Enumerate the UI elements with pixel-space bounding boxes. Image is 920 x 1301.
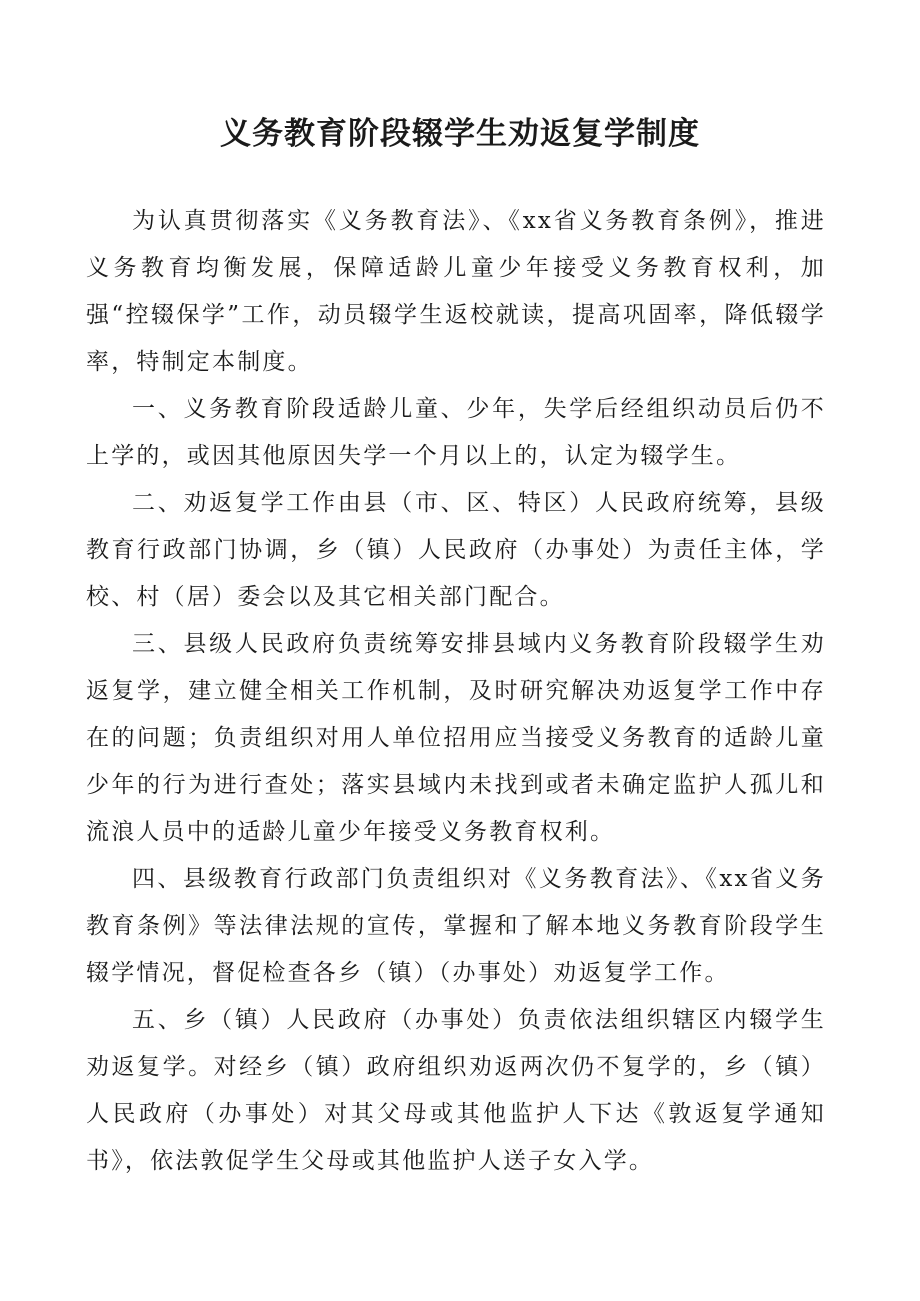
paragraph-article-5: 五、乡（镇）人民政府（办事处）负责依法组织辖区内辍学生劝返复学。对经乡（镇）政府组织劝返两次仍不复学的，乡（镇）人民政府（办事处）对其父母或其他监护人下达《敦返复学通知书》，依法敦促学生父母或其他监护人送子女入学。 [86,1007,826,1174]
paragraph-preamble: 为认真贯彻落实《义务教育法》、《xx省义务教育条例》，推进义务教育均衡发展，保障适龄儿童少年接受义务教育权利，加强“控辍保学”工作，动员辍学生返校就读，提高巩固率，降低辍学率，特制定本制度。 [86,208,826,375]
paragraph-article-2: 二、劝返复学工作由县（市、区、特区）人民政府统筹，县级教育行政部门协调，乡（镇）人民政府（办事处）为责任主体，学校、村（居）委会以及其它相关部门配合。 [86,490,826,610]
paragraph-article-1: 一、义务教育阶段适龄儿童、少年，失学后经组织动员后仍不上学的，或因其他原因失学一个月以上的，认定为辍学生。 [86,396,826,469]
document-title: 义务教育阶段辍学生劝返复学制度 [220,116,700,152]
paragraph-article-4: 四、县级教育行政部门负责组织对《义务教育法》、《xx省义务教育条例》等法律法规的宣传，掌握和了解本地义务教育阶段学生辍学情况，督促检查各乡（镇）（办事处）劝返复学工作。 [86,866,826,986]
document-body [86,198,826,1185]
paragraph-article-3: 三、县级人民政府负责统筹安排县域内义务教育阶段辍学生劝返复学，建立健全相关工作机制，及时研究解决劝返复学工作中存在的问题；负责组织对用人单位招用应当接受义务教育的适龄儿童少年的行为进行查处；落实县域内未找到或者未确定监护人孤儿和流浪人员中的适龄儿童少年接受义务教育权利。 [86,631,826,845]
